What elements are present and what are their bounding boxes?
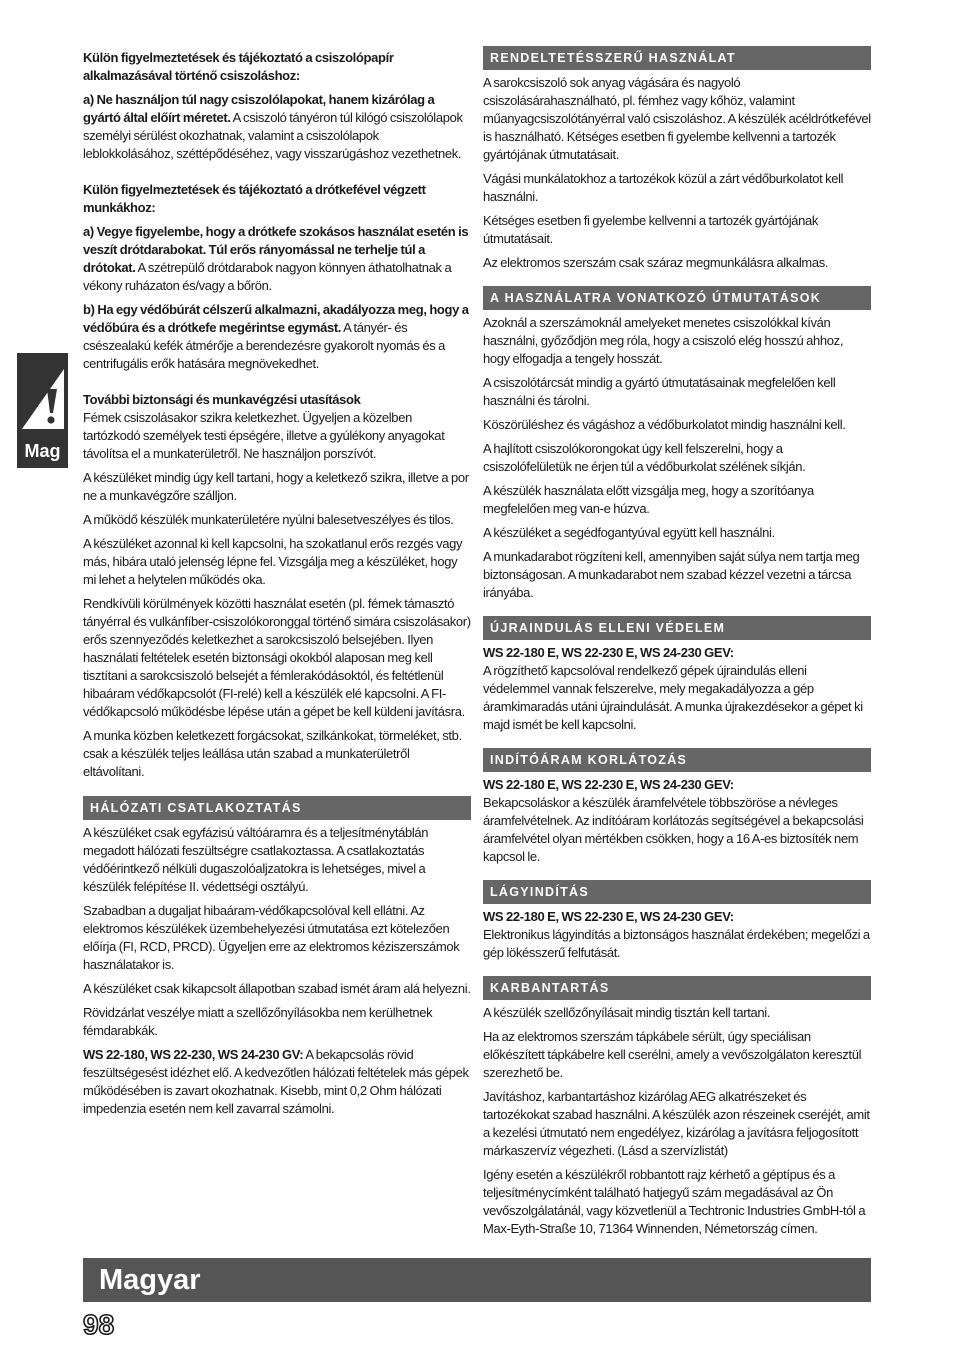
- paragraph-vibration: A készüléket azonnal ki kell kapcsolni, ha szokatlanul erős rezgés vagy más, hibára utaló jelenség lépne fel. Vizsgálja meg a készüléket, hogy mi lehet a helytelen működés oka.: [83, 536, 463, 587]
- paragraph-workarea: A működő készülék munkaterületére nyúlni balesetveszélyes és tilos.: [83, 512, 454, 527]
- page-number: 98: [83, 1309, 115, 1340]
- paragraph-hold: A készüléket mindig úgy kell tartani, hogy a keletkező szikra, illetve a por ne a munkavégzőre szálljon.: [83, 470, 469, 503]
- paragraph-maint-2: Ha az elektromos szerszám tápkábele sérült, úgy speciálisan előkészített tápkábelre kell cserélni, amely a vevőszolgálaton keresztül szerezhető be.: [483, 1029, 862, 1080]
- side-tab-label: Mag: [24, 441, 61, 461]
- paragraph-guide-6: A készüléket a segédfogantyúval együtt kell használni.: [483, 525, 775, 540]
- language-footer-bar: Magyar: [83, 1258, 871, 1302]
- paragraph-sandpaper: [83, 91, 471, 163]
- language-side-tab: [17, 353, 68, 468]
- paragraph-text: A bekapcsolás rövid feszültségesést idézhet elő. A kedvezőtlen hálózati feltételek más gépek működésében is zavart okozhatnak. Kisebb, mint 0,2 Ohm hálózati impedenzia esetén nem kell zavarral számolni.: [83, 1047, 469, 1116]
- left-column: [83, 46, 471, 1124]
- model-line: WS 22-180 E, WS 22-230 E, WS 24-230 GEV:: [483, 909, 734, 924]
- paragraph-guide-4: A hajlított csiszolókorongokat úgy kell felszerelni, hogy a csiszolófelületük ne érjen túl a védőburkolat szélének síkján.: [483, 441, 806, 474]
- section-header-network: HÁLÓZATI CSATLAKOZTATÁS: [83, 796, 471, 820]
- paragraph-network-5: [83, 1046, 471, 1118]
- paragraph-guide-5: A készülék használata előtt vizsgálja meg, hogy a szorítóanya megfelelően meg van-e húzva.: [483, 483, 814, 516]
- model-line: WS 22-180 E, WS 22-230 E, WS 24-230 GEV:: [483, 645, 734, 660]
- paragraph-guide-1: Azoknál a szerszámoknál amelyeket menetes csiszolókkal kíván használni, győződjön meg róla, hogy a csiszoló elég hosszú ahhoz, hogy elfogadja a tengely hosszát.: [483, 315, 844, 366]
- paragraph-maint-4: Igény esetén a készülékről robbantott rajz kérhető a géptípus és a teljesítménycímként található hatjegyű szám megadásával az Ön vevőszolgálatánál, vagy közvetlenül a Techtronic Industries GmbH-tól a Max-Eyth-Straße 10, 71364 Winnenden, Németország címen.: [483, 1167, 866, 1236]
- paragraph-use-4: Az elektromos szerszám csak száraz megmunkálásra alkalmas.: [483, 255, 829, 270]
- paragraph-text: A tányér- és csészealakú kefék átmérője a berendezésre gyakorolt nyomás és a centrifugális erők hatására megnövekedhet.: [83, 320, 445, 371]
- paragraph-text: A szétrepülő drótdarabok nagyon könnyen áthatolhatnak a vékony ruházaton és/vagy a bőrön.: [83, 260, 452, 293]
- section-header-starting-current: INDÍTÓÁRAM KORLÁTOZÁS: [483, 748, 871, 772]
- right-column: [483, 46, 871, 1244]
- paragraph-guide-7: A munkadarabot rögzíteni kell, amennyiben saját súlya nem tartja meg biztonságosan. A munkadarabot nem szabad kézzel vezetni a tárcsa irányába.: [483, 549, 860, 600]
- paragraph-wirebrush-b: [83, 301, 471, 373]
- section-header-intended-use: RENDELTETÉSSZERŰ HASZNÁLAT: [483, 46, 871, 70]
- paragraph-network-3: A készüléket csak kikapcsolt állapotban szabad ismét áram alá helyezni.: [83, 981, 471, 996]
- paragraph-maint-1: A készülék szellőzőnyílásait mindig tisztán kell tartani.: [483, 1005, 771, 1020]
- warning-bold: b) Ha egy védőbúrát célszerű alkalmazni, akadályozza meg, hogy a védőbúra és a drótkefe megérintse egymást.: [83, 302, 469, 335]
- paragraph-wirebrush-a: [83, 223, 471, 295]
- paragraph-network-2: Szabadban a dugaljat hibaáram-védőkapcsolóval kell ellátni. Az elektromos készülékek üzembehelyezési útmutatása ezt kötelezően előírja (FI, RCD, PRCD). Ügyeljen erre az elektromos kéziszerszámok használatakor is.: [83, 903, 460, 972]
- paragraph-use-2: Vágási munkálatokhoz a tartozékok közül a zárt védőburkolatot kell használni.: [483, 171, 844, 204]
- section-header-usage-guide: A HASZNÁLATRA VONATKOZÓ ÚTMUTATÁSOK: [483, 286, 871, 310]
- paragraph-maint-3: Javításhoz, karbantartáshoz kizárólag AEG alkatrészeket és tartozékokat szabad használni. A készülék azon részeinek cseréjét, amit a kezelési útmutató nem engedélyez, kizárólag a javításra feljogosított márkaszervíz végezheti. (Lásd a szervízlistát): [483, 1089, 870, 1158]
- paragraph-restart: A rögzíthető kapcsolóval rendelkező gépek újraindulás elleni védelemmel vannak felszerelve, mely megakadályozza a gép áramkimaradás utáni újraindulását. A munka újrakezdésekor a gépet ki majd ismét be kell kapcsolni.: [483, 663, 863, 732]
- paragraph-text: A csiszoló tányéron túl kilógó csiszolólapok személyi sérülést okozhatnak, valamint a csiszolólapok leblokkolásához, széttépődéséhez, vagy visszarúgáshoz vezethetnek.: [83, 110, 463, 161]
- paragraph-guide-2: A csiszolótárcsát mindig a gyártó útmutatásainak megfelelően kell használni és tárolni.: [483, 375, 836, 408]
- section-header-maintenance: KARBANTARTÁS: [483, 976, 871, 1000]
- section-header-restart-protection: ÚJRAINDULÁS ELLENI VÉDELEM: [483, 616, 871, 640]
- heading-wirebrush: Külön figyelmeztetések és tájékoztató a drótkefével végzett munkákhoz:: [83, 182, 426, 215]
- paragraph-use-3: Kétséges esetben fi gyelembe kellvenni a tartozék gyártójának útmutatásait.: [483, 213, 819, 246]
- model-bold: WS 22-180, WS 22-230, WS 24-230 GV:: [83, 1047, 304, 1062]
- paragraph-guide-3: Köszörüléshez és vágáshoz a védőburkolatot mindig használni kell.: [483, 417, 846, 432]
- paragraph-sparks: Fémek csiszolásakor szikra keletkezhet. Ügyeljen a közelben tartózkodó személyek testi épségére, illetve a gyúlékony anyagokat távolítsa el a munkaterületről. Ne használjon porszívót.: [83, 410, 445, 461]
- heading-sandpaper: Külön figyelmeztetések és tájékoztató a csiszolópapír alkalmazásával történő csiszoláshoz:: [83, 50, 394, 83]
- paragraph-network-1: A készüléket csak egyfázisú váltóáramra és a teljesítménytáblán megadott hálózati feszültségre csatlakoztassa. A csatlakoztatás védőérintkező nélküli dugaszolóaljzatokra is lehetséges, mivel a készülék felépítése II. védettségi osztályú.: [83, 825, 429, 894]
- model-line: WS 22-180 E, WS 22-230 E, WS 24-230 GEV:: [483, 777, 734, 792]
- paragraph-extreme: Rendkívüli körülmények közötti használat esetén (pl. fémek támasztó tányérral és vulkánfíber-csiszolókoronggal történő simára csiszolásakor) erős szennyeződés keletkezhet a sarokcsiszoló belsejében. Ilyen használati feltételek esetén biztonsági okokból alaposan meg kell tisztítani a sarokcsiszoló belsejét a fémlerakódásoktól, és feltétlenül hibaáram védőkapcsolót (FI-relé) kell a készülék elé kapcsolni. A FI-védőkapcsoló működésbe lépése után a gépet be kell küldeni javításra.: [83, 596, 471, 719]
- paragraph-current: Bekapcsoláskor a készülék áramfelvétele többszöröse a névleges áramfelvételnek. Az indítóáram korlátozás segítségével a bekapcsolási áramfelvétel olyan mértékben csökken, hogy a 16 A-es biztosíték nem kapcsol le.: [483, 795, 864, 864]
- paragraph-chips: A munka közben keletkezett forgácsokat, szilkánkokat, törmeléket, stb. csak a készülék teljes leállása után szabad a munkaterületről eltávolítani.: [83, 728, 462, 779]
- warning-bold: a) Ne használjon túl nagy csiszolólapokat, hanem kizárólag a gyártó által előírt méretet.: [83, 92, 435, 125]
- warning-triangle-icon: [20, 367, 66, 433]
- paragraph-network-4: Rövidzárlat veszélye miatt a szellőzőnyílásokba nem kerülhetnek fémdarabkák.: [83, 1005, 433, 1038]
- heading-further-safety: További biztonsági és munkavégzési utasítások: [83, 392, 361, 407]
- section-header-soft-start: LÁGYINDÍTÁS: [483, 880, 871, 904]
- warning-bold: a) Vegye figyelembe, hogy a drótkefe szokásos használat esetén is veszít drótdarabokat. Túl erős rányomással ne terhelje túl a drótokat.: [83, 224, 469, 275]
- paragraph-use-1: A sarokcsiszoló sok anyag vágására és nagyoló csiszolásárahasználható, pl. fémhez vagy kőhöz, valamint műanyagcsiszolótányérral való csiszoláshoz. A készülék acéldrótkefével is használható. Kétséges esetben fi gyelembe kellvenni a tartozék gyártójának útmutatásait.: [483, 75, 871, 162]
- paragraph-soft-start: Elektronikus lágyindítás a biztonságos használat érdekében; megelőzi a gép lökésszerű felfutását.: [483, 927, 870, 960]
